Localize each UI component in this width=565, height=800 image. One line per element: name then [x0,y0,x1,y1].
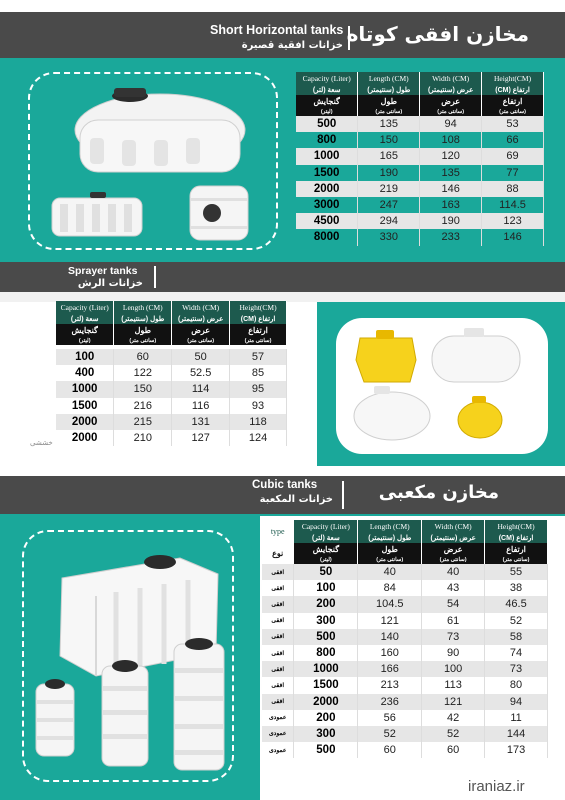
section3-title-en: Cubic tanks [252,479,318,491]
cell-capacity: 2000 [296,181,358,197]
table-row [262,677,548,693]
cell-width: 135 [420,165,482,181]
cell-length: 219 [358,181,420,197]
table-row [56,398,287,414]
cell-length: 104.5 [358,596,422,612]
cell-capacity: 100 [294,580,358,596]
section3-title-fa: مخازن مکعبی [378,482,499,503]
s3-header-height-ar: ارتفاع (CM) [485,532,548,543]
table-row [296,148,544,164]
s2-header-width-en: Width (CM) [172,301,230,313]
cell-capacity: 500 [294,629,358,645]
cell-height: 73 [485,661,548,677]
s1-header-capacity-fa: گنجایش [296,95,358,107]
cell-height: 85 [230,365,287,381]
cell-height: 69 [482,148,544,164]
s3-header-capacity-ar: سعة (لتر) [294,532,358,543]
cell-capacity: 400 [56,365,114,381]
cell-height: 123 [482,213,544,229]
s2-header-length-fa: طول [114,324,172,336]
table-row [296,229,544,245]
cell-capacity: 3000 [296,197,358,213]
cell-height: 124 [230,430,287,446]
cell-capacity: 800 [296,132,358,148]
section2-title-en: Sprayer tanks [68,265,138,277]
cell-length: 160 [358,645,422,661]
cell-width: 131 [172,414,230,430]
cell-width: 50 [172,349,230,365]
cell-length: 56 [358,710,422,726]
cell-height: 80 [485,677,548,693]
s2-header-length-ar: طول (سنتيمتر) [114,313,172,324]
cell-length: 84 [358,580,422,596]
cell-height: 52 [485,613,548,629]
section3-tank-images [30,548,230,776]
cell-width: 100 [422,661,485,677]
cell-capacity: 4500 [296,213,358,229]
s3-header-length-ar: طول (سنتيمتر) [358,532,422,543]
section2-separator [154,266,156,288]
s3-header-length-en: Length (CM) [358,520,422,532]
cell-height: 94 [485,694,548,710]
cell-width: 40 [422,564,485,580]
cell-type: افقی [262,596,294,612]
section1-title-fa: مخازن افقی کوتاه [346,22,529,46]
s1-header-length-unit: (سانتی متر) [358,107,420,116]
cell-capacity: 200 [294,596,358,612]
cubic-tank-vertical-small [36,679,74,756]
s2-header-capacity-unit: (لیتر) [56,336,114,345]
cell-height: 53 [482,116,544,132]
cell-length: 213 [358,677,422,693]
cell-length: 150 [358,132,420,148]
cell-width: 146 [420,181,482,197]
table-row [296,132,544,148]
s3-header-height-unit: (سانتی متر) [485,555,548,564]
s2-header-capacity-fa: گنجایش [56,324,114,336]
cell-length: 40 [358,564,422,580]
section3-banner [0,476,565,514]
cell-length: 135 [358,116,420,132]
cell-capacity: 100 [56,349,114,365]
watermark: iraniaz.ir [468,778,525,795]
cell-height: 66 [482,132,544,148]
table-row [296,165,544,181]
cell-height: 88 [482,181,544,197]
sprayer-tank-white-oval [354,386,430,440]
cell-type: افقی [262,677,294,693]
s2-header-capacity-ar: سعة (لتر) [56,313,114,324]
cell-width: 190 [420,213,482,229]
table-row [262,596,548,612]
cell-length: 122 [114,365,172,381]
cell-capacity: 500 [294,742,358,758]
s2-header-length-unit: (سانتی متر) [114,336,172,345]
s3-header-width-ar: عرض (سنتيمتر) [422,532,485,543]
s1-header-height-fa: ارتفاع [482,95,544,107]
cell-width: 60 [422,742,485,758]
cell-width: 73 [422,629,485,645]
cell-height: 144 [485,726,548,742]
cell-height: 74 [485,645,548,661]
table-row [262,661,548,677]
section1-title-ar: خزانات افقية قصيرة [241,40,343,51]
cell-length: 210 [114,430,172,446]
table-row [296,181,544,197]
cell-height: 55 [485,564,548,580]
cell-length: 60 [358,742,422,758]
s3-header-type-fa: نوع [262,543,294,564]
cell-length: 166 [358,661,422,677]
s2-header-length-en: Length (CM) [114,301,172,313]
table-row [56,414,287,430]
section1-table [296,72,544,246]
section2-title-ar: خزانات الرش [77,278,143,289]
table-row [296,116,544,132]
short-horizontal-tank-end [190,186,248,240]
s2-header-width-fa: عرض [172,324,230,336]
cell-type: افقی [262,661,294,677]
table-row [56,381,287,397]
s1-header-width-en: Width (CM) [420,72,482,84]
cell-length: 215 [114,414,172,430]
table-row [56,430,287,446]
section2-tank-images [346,324,542,448]
cell-capacity: 300 [294,726,358,742]
table-row [262,564,548,580]
section2-banner [0,262,565,292]
table-row [262,694,548,710]
s1-header-height-ar: ارتفاع (CM) [482,84,544,95]
cell-type: عمودی [262,726,294,742]
s2-header-width-unit: (سانتی متر) [172,336,230,345]
cell-height: 93 [230,398,287,414]
cell-height: 173 [485,742,548,758]
section3-table [262,520,548,758]
cell-type: افقی [262,564,294,580]
cell-length: 216 [114,398,172,414]
cell-length: 236 [358,694,422,710]
cell-length: 60 [114,349,172,365]
cell-width: 90 [422,645,485,661]
cell-width: 52.5 [172,365,230,381]
cubic-tank-vertical-medium [102,660,148,766]
cell-length: 330 [358,229,420,245]
cell-height: 11 [485,710,548,726]
table-row [262,710,548,726]
cell-width: 114 [172,381,230,397]
cell-width: 94 [420,116,482,132]
cell-capacity: 2000 [56,430,114,446]
s3-header-capacity-unit: (لیتر) [294,555,358,564]
s3-header-capacity-en: Capacity (Liter) [294,520,358,532]
cell-capacity: 50 [294,564,358,580]
cell-capacity: 2000 [294,694,358,710]
s1-header-length-fa: طول [358,95,420,107]
cell-length: 190 [358,165,420,181]
section3-separator [342,481,344,509]
cell-height: 77 [482,165,544,181]
cell-capacity: 1500 [296,165,358,181]
s1-header-length-ar: طول (سنتيمتر) [358,84,420,95]
section3-title-ar: خزانات المكعبة [259,494,333,505]
cell-length: 121 [358,613,422,629]
table-row [262,742,548,758]
cell-width: 116 [172,398,230,414]
s2-header-capacity-en: Capacity (Liter) [56,301,114,313]
cell-length: 165 [358,148,420,164]
cell-capacity: 2000 [56,414,114,430]
s1-header-width-ar: عرض (سنتيمتر) [420,84,482,95]
cell-type: افقی [262,580,294,596]
sprayer-tank-yellow-small [458,396,502,438]
cell-width: 233 [420,229,482,245]
cell-height: 57 [230,349,287,365]
s3-header-length-unit: (سانتی متر) [358,555,422,564]
s3-header-capacity-fa: گنجایش [294,543,358,555]
cell-width: 108 [420,132,482,148]
cell-capacity: 1000 [294,661,358,677]
s1-header-width-fa: عرض [420,95,482,107]
cell-length: 247 [358,197,420,213]
cell-length: 294 [358,213,420,229]
cell-type: عمودی [262,742,294,758]
s1-header-capacity-unit: (لیتر) [296,107,358,116]
s1-header-capacity-ar: سعة (لتر) [296,84,358,95]
section1-tank-images [40,80,270,245]
cell-width: 121 [422,694,485,710]
s3-header-width-unit: (سانتی متر) [422,555,485,564]
table-row [262,580,548,596]
cell-width: 52 [422,726,485,742]
cell-type: افقی [262,629,294,645]
cell-width: 42 [422,710,485,726]
short-horizontal-tank-side [52,192,142,236]
section2-table [56,301,287,446]
cell-capacity: 8000 [296,229,358,245]
table-row [296,197,544,213]
s2-header-height-ar: ارتفاع (CM) [230,313,287,324]
section1-title-en: Short Horizontal tanks [210,23,344,37]
cell-capacity: 200 [294,710,358,726]
cell-capacity: 1500 [56,398,114,414]
cell-capacity: 800 [294,645,358,661]
cell-type: افقی [262,613,294,629]
s2-header-height-en: Height(CM) [230,301,287,313]
cell-height: 114.5 [482,197,544,213]
cell-capacity: 1500 [294,677,358,693]
table-row [262,645,548,661]
s2-header-height-fa: ارتفاع [230,324,287,336]
table-row [262,726,548,742]
sprayer-tank-white-round [432,328,520,382]
cell-height: 46.5 [485,596,548,612]
s3-header-height-fa: ارتفاع [485,543,548,555]
cell-width: 163 [420,197,482,213]
cell-width: 43 [422,580,485,596]
s3-header-length-fa: طول [358,543,422,555]
cell-width: 61 [422,613,485,629]
table-row [262,613,548,629]
sprayer-tank-yellow-large [356,330,416,382]
s2-header-width-ar: عرض (سنتيمتر) [172,313,230,324]
cell-length: 140 [358,629,422,645]
cell-width: 120 [420,148,482,164]
cell-width: 113 [422,677,485,693]
cell-height: 38 [485,580,548,596]
s3-header-width-fa: عرض [422,543,485,555]
cell-height: 95 [230,381,287,397]
s3-header-height-en: Height(CM) [485,520,548,532]
section1-banner [0,12,565,58]
s1-header-height-unit: (سانتی متر) [482,107,544,116]
table-row [262,629,548,645]
table-row [56,365,287,381]
cell-capacity: 500 [296,116,358,132]
short-horizontal-tank-large [75,88,245,172]
cell-type: عمودی [262,710,294,726]
cell-width: 54 [422,596,485,612]
cell-type: افقی [262,694,294,710]
table-row [56,349,287,365]
cell-width: 127 [172,430,230,446]
cell-capacity: 300 [294,613,358,629]
cell-capacity: 1000 [56,381,114,397]
cell-length: 150 [114,381,172,397]
cell-capacity: 1000 [296,148,358,164]
cell-length: 52 [358,726,422,742]
cell-height: 58 [485,629,548,645]
cell-type: افقی [262,645,294,661]
s3-header-width-en: Width (CM) [422,520,485,532]
s1-header-width-unit: (سانتی متر) [420,107,482,116]
s2-header-height-unit: (سانتی متر) [230,336,287,345]
cell-height: 118 [230,414,287,430]
s1-header-capacity-en: Capacity (Liter) [296,72,358,84]
sprayer-row-note: خششی [30,439,53,447]
table-row [296,213,544,229]
s3-header-type-en: type [262,520,294,543]
s1-header-height-en: Height(CM) [482,72,544,84]
cell-height: 146 [482,229,544,245]
s1-header-length-en: Length (CM) [358,72,420,84]
cubic-tank-vertical-large [174,638,224,770]
